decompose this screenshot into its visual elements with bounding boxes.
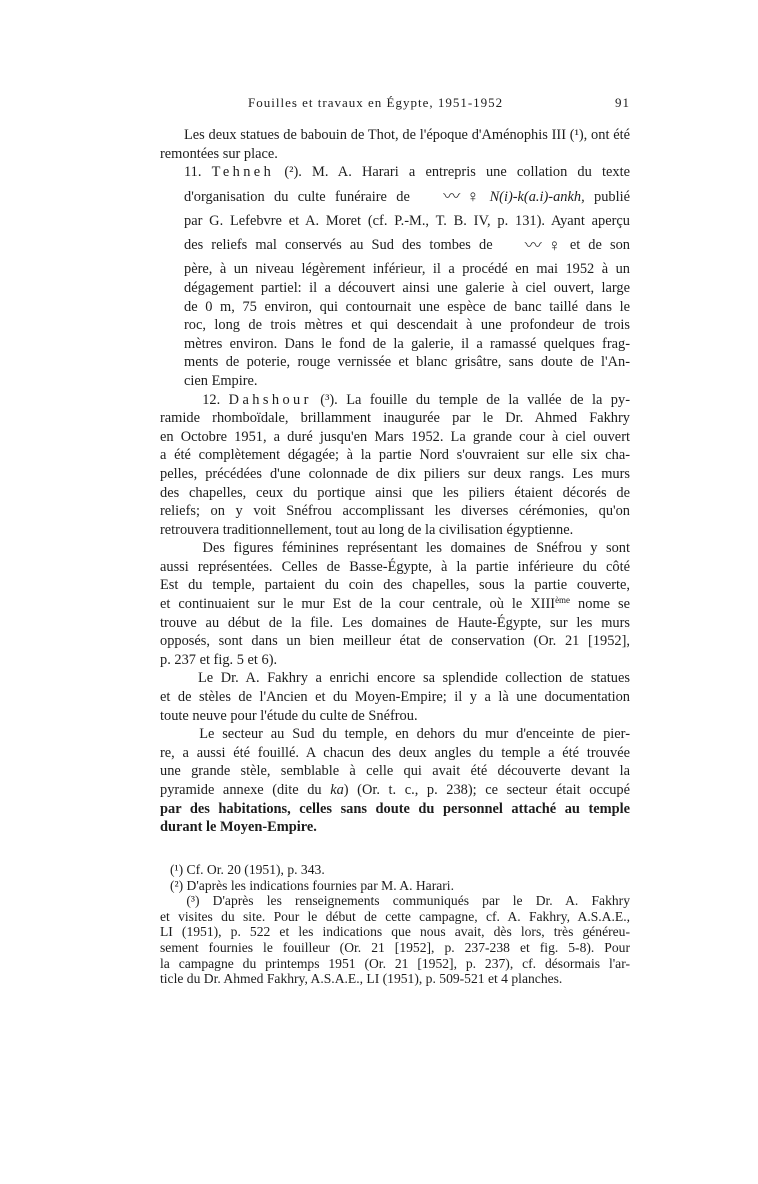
footnote-ref: (³). [320, 391, 338, 408]
site-name-tehneh: Tehneh [211, 164, 275, 181]
text-line: et visites du site. Pour le début de cette campagne, cf. A. Fakhry, A.S.A.E., [160, 908, 630, 924]
text-line: reliefs; on y voit Snéfrou accomplissant les diverses cérémonies, qu'on [160, 503, 630, 520]
text-line: et continuaient sur le mur Est de la cour centrale, où le XIIIème nome se [160, 595, 630, 613]
footnotes [160, 862, 630, 987]
text-line: aussi représentées. Celles de Basse-Égypte, à la partie inférieure du côté [160, 558, 630, 575]
text-line: de 0 m, 75 environ, qui contournait une espèce de banc taillé dans le [184, 298, 630, 315]
text-line: d'organisation du culte funéraire de 〰 ♀ N(i)-k(a.i)-ankh, publié [184, 187, 630, 207]
text-line: une grande stèle, semblable à celle qui avait été découverte devant la [160, 763, 630, 780]
text-line: ments de poterie, rouge vernissée et blanc grisâtre, sans doute de l'An- [184, 354, 630, 371]
text-line: durant le Moyen-Empire. [160, 819, 317, 836]
text-line: pelles, précédées d'une colonnade de dix piliers sur deux rangs. Les murs [160, 465, 630, 482]
text-line: pyramide annexe (dite du ka) (Or. t. c., p. 238); ce secteur était occupé [160, 782, 630, 798]
text-line: mètres environ. Dans le fond de la galerie, il a ramassé quelques frag- [184, 335, 630, 352]
text-line: roc, long de trois mètres et qui descendait à une profondeur de trois [184, 317, 630, 334]
text-line: sement fournies le fouilleur (Or. 21 [1952], p. 237-238 et fig. 5-8). Pour [160, 939, 630, 955]
text-line: des reliefs mal conservés au Sud des tombes de 〰 ♀ et de son [184, 236, 630, 256]
section-number: 12. [202, 391, 221, 408]
text-line: par des habitations, celles sans doute du personnel attaché au temple [160, 800, 630, 817]
text-line: Des figures féminines représentant les domaines de Snéfrou y sont [202, 540, 630, 557]
text-line: cien Empire. [184, 372, 258, 389]
hieroglyph-icon: 〰 ♀ [524, 236, 562, 256]
paragraph-statues: Les deux statues de babouin de Thot, de l'époque d'Aménophis III (¹), ont été remontées sur place. [160, 127, 630, 162]
text-line: dégagement partiel: il a découvert ainsi une galerie à ciel ouvert, large [184, 279, 630, 296]
text-line: père, à un niveau légèrement inférieur, il a procédé en mai 1952 à un [184, 261, 630, 278]
paragraph-tehneh [160, 163, 630, 390]
main-text [160, 126, 630, 837]
paragraph-domaines [160, 539, 630, 669]
text-line: a été complètement dégagée; à la partie Nord s'ouvraient sur elle six cha- [160, 447, 630, 464]
text-line: p. 237 et fig. 5 et 6). [160, 651, 278, 668]
text-line: ramide rhomboïdale, brillamment inaugurée par le Dr. Ahmed Fakhry [160, 410, 630, 427]
section-number: 11. [184, 164, 202, 181]
footnote-1: (¹) Cf. Or. 20 (1951), p. 343. [170, 862, 325, 877]
paragraph-collection [160, 669, 630, 725]
site-name-dahshour: Dahshour [228, 391, 312, 408]
text-line: opposés, sont dans un bien meilleur état de conservation (Or. 21 [1952], [160, 633, 630, 650]
royal-name: N(i)-k(a.i)-ankh, [489, 188, 585, 205]
text-line: ticle du Dr. Ahmed Fakhry, A.S.A.E., LI (1951), p. 509-521 et 4 planches. [160, 971, 563, 987]
text-line: la campagne du printemps 1951 (Or. 21 [1952], p. 237), cf. désormais l'ar- [160, 955, 630, 971]
text-line: retrouvera traditionnellement, tout au long de la civilisation égyptienne. [160, 521, 574, 538]
paragraph-dahshour [160, 391, 630, 540]
text-line: en Octobre 1951, a duré jusqu'en Mars 1952. La grande cour à ciel ouvert [160, 428, 630, 445]
text-line: trouve au début de la file. Les domaines de Haute-Égypte, sur les murs [160, 614, 630, 631]
italic-term: ka [330, 782, 344, 798]
text-line: (³) D'après les renseignements communiqués par le Dr. A. Fakhry [186, 893, 630, 909]
footnote-2: (²) D'après les indications fournies par M. A. Harari. [170, 877, 454, 893]
text-line: des chapelles, ceux du portique ainsi que les piliers étaient décorés de [160, 484, 630, 501]
text-line: 12. Dahshour (³). La fouille du temple de la vallée de la py- [202, 391, 630, 408]
page-number: 91 [615, 95, 630, 110]
text-line: 11. Tehneh (²). M. A. Harari a entrepris une collation du texte [184, 164, 630, 181]
running-header [160, 95, 630, 113]
text-line: toute neuve pour l'étude du culte de Snéfrou. [160, 707, 418, 724]
footnote-3 [160, 893, 630, 987]
text-line: et de stèles de l'Ancien et du Moyen-Empire; il y a là une documentation [160, 689, 630, 706]
footnote-ref: (²). [284, 164, 302, 181]
text-line: Le secteur au Sud du temple, en dehors du mur d'enceinte de pier- [199, 726, 630, 743]
text-line: par G. Lefebvre et A. Moret (cf. P.-M., T. B. IV, p. 131). Ayant aperçu [184, 212, 630, 229]
text-line: Le Dr. A. Fakhry a enrichi encore sa splendide collection de statues [197, 670, 630, 687]
superscript: ème [555, 595, 571, 606]
hieroglyph-icon: 〰 ♀ [443, 187, 481, 207]
paragraph-secteur-sud [160, 725, 630, 837]
text-line: LI (1951), p. 522 et les indications que nous avait, dès lors, très généreu- [160, 924, 630, 940]
text-line: re, a aussi été fouillé. A chacun des deux angles du temple a été trouvée [160, 744, 630, 761]
text-line: Est du temple, partaient du coin des chapelles, sous la partie couverte, [160, 577, 630, 594]
running-title: Fouilles et travaux en Égypte, 1951-1952 [248, 95, 504, 110]
